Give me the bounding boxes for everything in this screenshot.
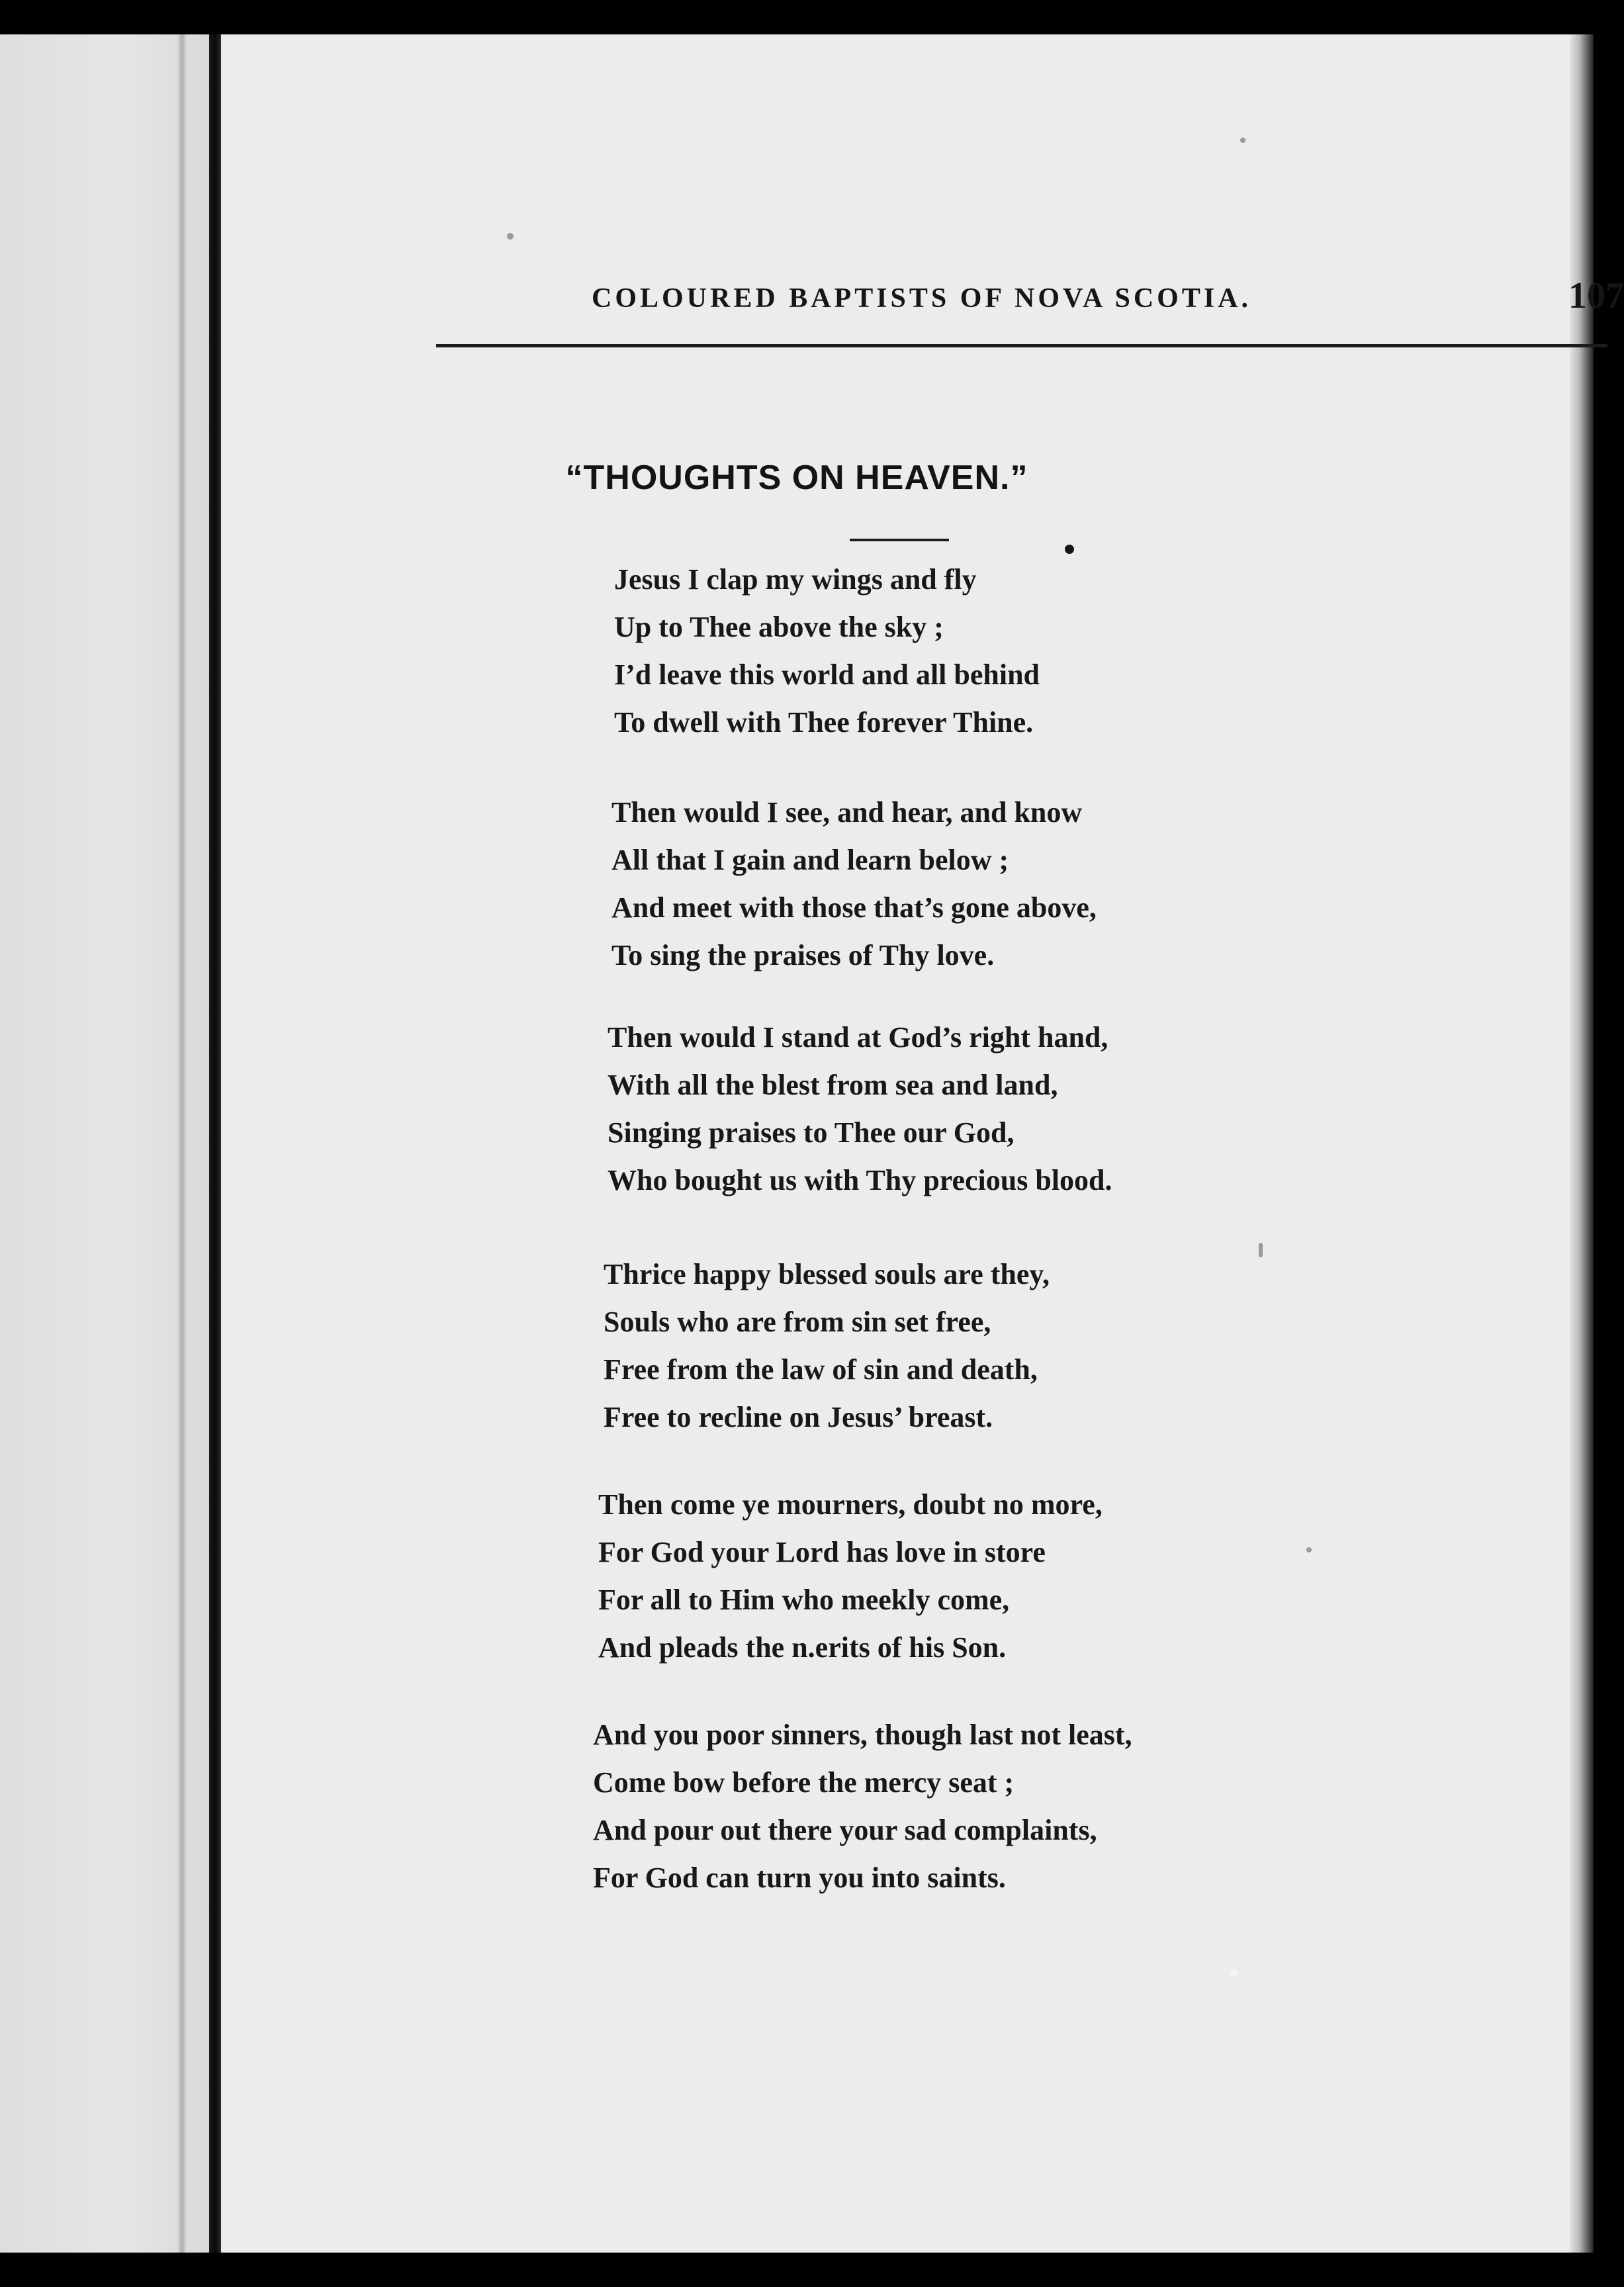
running-head-title: COLOURED BAPTISTS OF NOVA SCOTIA. <box>592 283 1252 314</box>
poem-line: And pleads the n.erits of his Son. <box>598 1631 1007 1664</box>
ornament-dot <box>1065 545 1074 554</box>
poem-line: Then would I stand at God’s right hand, <box>608 1021 1108 1054</box>
page-number: 107 <box>1568 275 1624 316</box>
poem-line: Free to recline on Jesus’ breast. <box>604 1401 993 1433</box>
stanza-3 <box>608 1014 1112 1204</box>
poem-line: I’d leave this world and all behind <box>614 658 1040 691</box>
poem-line: For God can turn you into saints. <box>593 1861 1006 1894</box>
poem-line: To dwell with Thee forever Thine. <box>614 706 1034 739</box>
header-rule <box>436 344 1607 347</box>
paper-speck <box>1259 1243 1263 1257</box>
page-right-edge <box>1570 34 1594 2253</box>
scanned-page-image <box>0 34 1624 2253</box>
binding-fold-shadow <box>177 34 187 2253</box>
poem-line: For God your Lord has love in store <box>598 1536 1046 1568</box>
poem-line: Souls who are from sin set free, <box>604 1306 991 1338</box>
stanza-1 <box>614 556 1040 746</box>
title-ornament-rule <box>850 539 949 541</box>
book-page <box>221 34 1624 2253</box>
poem-title: “THOUGHTS ON HEAVEN.” <box>565 459 1028 497</box>
poem-line: Jesus I clap my wings and fly <box>614 563 977 596</box>
poem-line: Free from the law of sin and death, <box>604 1353 1038 1386</box>
paper-speck <box>1306 1547 1312 1552</box>
poem-line: Then come ye mourners, doubt no more, <box>598 1488 1103 1521</box>
paper-speck <box>507 233 514 240</box>
poem-line: Thrice happy blessed souls are they, <box>604 1258 1050 1290</box>
poem-line: Who bought us with Thy precious blood. <box>608 1164 1112 1196</box>
stanza-4 <box>604 1251 1050 1441</box>
poem-line: To sing the praises of Thy love. <box>611 939 995 971</box>
poem-line: For all to Him who meekly come, <box>598 1584 1010 1616</box>
poem-line: With all the blest from sea and land, <box>608 1069 1058 1101</box>
stanza-2 <box>611 789 1097 979</box>
poem-line: Come bow before the mercy seat ; <box>593 1766 1015 1799</box>
poem-line: Then would I see, and hear, and know <box>611 796 1083 829</box>
poem-line: And you poor sinners, though last not least, <box>593 1719 1132 1751</box>
paper-speck <box>1230 1969 1238 1977</box>
poem-line: All that I gain and learn below ; <box>611 844 1009 876</box>
poem-line: And pour out there your sad complaints, <box>593 1814 1097 1846</box>
paper-speck <box>1240 138 1245 143</box>
binding-gutter <box>209 34 221 2253</box>
poem-line: Singing praises to Thee our God, <box>608 1116 1015 1149</box>
stanza-5 <box>598 1481 1103 1672</box>
poem-line: And meet with those that’s gone above, <box>611 891 1097 924</box>
stanza-6 <box>593 1711 1132 1902</box>
poem-line: Up to Thee above the sky ; <box>614 611 944 643</box>
